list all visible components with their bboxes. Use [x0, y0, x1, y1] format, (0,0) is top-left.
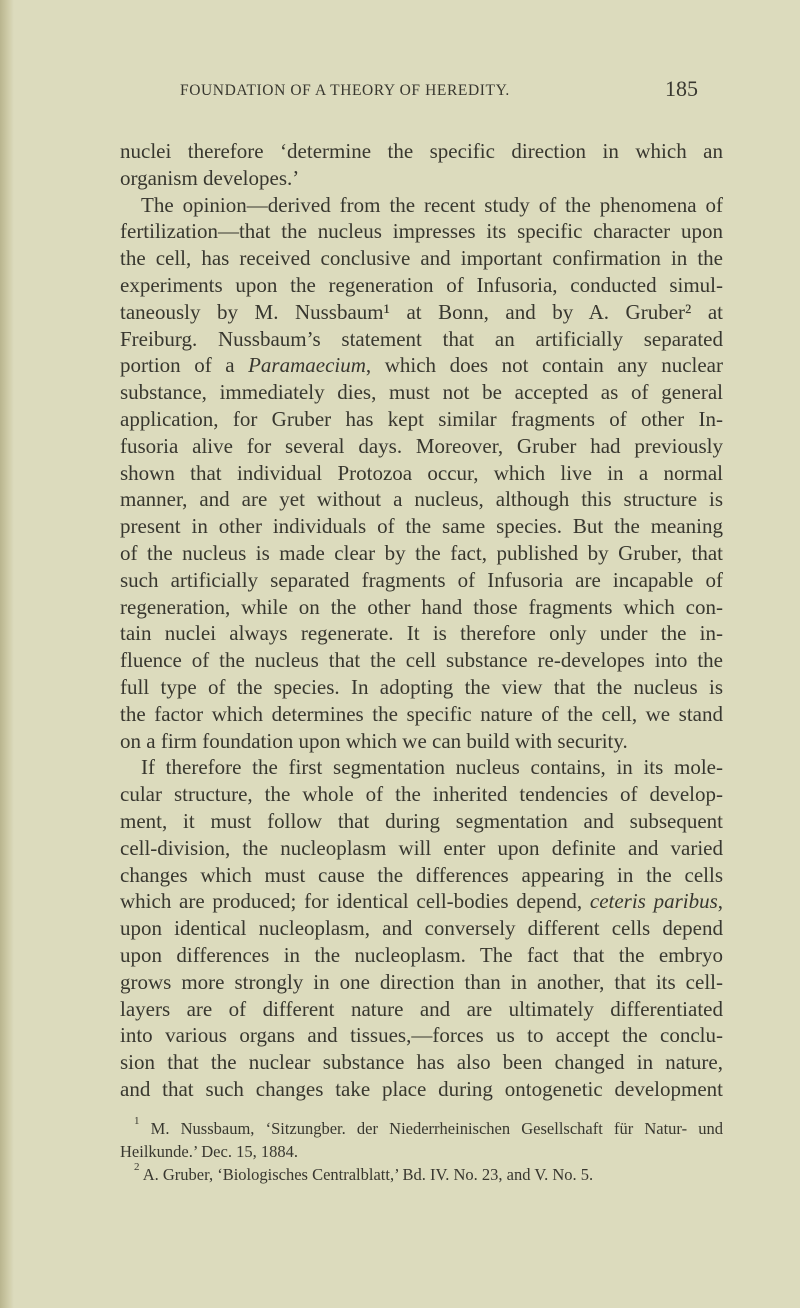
page-number: 185 — [665, 76, 698, 101]
line-text: , which does not contain any nuclear — [365, 353, 723, 378]
footnote-text: M. Nussbaum, ‘Sitzungber. der Niederrheinischen Gesellschaft für Natur- und Heilkunde.’ Dec. 15, 1884. — [120, 1119, 724, 1161]
text-line — [120, 620, 723, 647]
text-line — [120, 192, 723, 219]
line-text: manner, and are yet without a nucleus, although this structure is — [120, 487, 723, 512]
text-line — [120, 406, 723, 433]
footnote-mark: 1 — [134, 1115, 140, 1127]
text-line — [120, 1022, 723, 1049]
footnotes — [120, 1117, 723, 1186]
line-text: fusoria alive for several days. Moreover, Gruber had previously — [120, 433, 723, 458]
line-text: regeneration, while on the other hand those fragments which con- — [120, 594, 723, 619]
line-text: and that such changes take place during ontogenetic development — [120, 1076, 723, 1101]
text-line — [120, 996, 723, 1023]
body-text — [120, 138, 723, 1103]
line-text: of the nucleus is made clear by the fact, published by Gruber, that — [120, 540, 723, 565]
text-line — [120, 460, 723, 487]
line-text: nuclei therefore ‘determine the specific direction in which an — [120, 139, 723, 163]
line-text: fluence of the nucleus that the cell substance re-developes into the — [120, 648, 723, 673]
text-line — [120, 1076, 723, 1103]
line-text: experiments upon the regeneration of Infusoria, conducted simul- — [120, 272, 723, 297]
line-text: upon differences in the nucleoplasm. The fact that the embryo — [120, 942, 723, 967]
text-line — [120, 754, 723, 781]
text-line — [120, 888, 723, 915]
text-line — [120, 486, 723, 513]
text-line — [120, 942, 723, 969]
book-binding-edge — [0, 0, 14, 1308]
text-line — [120, 138, 723, 165]
text-line — [120, 594, 723, 621]
text-line — [120, 433, 723, 460]
text-line — [120, 701, 723, 728]
line-text: such artificially separated fragments of Infusoria are incapable of — [120, 567, 723, 592]
italic-term: ceteris paribus — [589, 889, 718, 914]
text-line — [120, 352, 723, 379]
italic-term: Paramaecium — [248, 353, 366, 378]
line-text: shown that individual Protozoa occur, which live in a normal — [120, 460, 723, 485]
text-line — [120, 379, 723, 406]
text-line — [120, 781, 723, 808]
text-line — [120, 540, 723, 567]
line-text: portion of a — [120, 353, 249, 378]
line-text: cular structure, the whole of the inherited tendencies of develop- — [120, 782, 723, 807]
line-text: organism developes.’ — [120, 165, 300, 190]
text-line — [120, 1049, 723, 1076]
footnote-mark: 2 — [134, 1161, 140, 1173]
line-text: The opinion—derived from the recent study of the phenomena of — [141, 192, 723, 217]
text-line — [120, 835, 723, 862]
footnote-1 — [120, 1117, 723, 1163]
line-text: ment, it must follow that during segmentation and subsequent — [120, 808, 723, 833]
line-text: application, for Gruber has kept similar fragments of other In- — [120, 406, 723, 431]
text-line — [120, 272, 723, 299]
line-text: substance, immediately dies, must not be accepted as of general — [120, 380, 723, 405]
text-line — [120, 165, 723, 192]
line-text: present in other individuals of the same species. But the meaning — [120, 514, 723, 539]
text-line — [120, 915, 723, 942]
line-text: Freiburg. Nussbaum’s statement that an artificially separated — [120, 326, 723, 351]
text-line — [120, 567, 723, 594]
text-line — [120, 969, 723, 996]
text-line — [120, 862, 723, 889]
line-text: grows more strongly in one direction than in another, that its cell- — [120, 969, 723, 994]
line-text: taneously by M. Nussbaum¹ at Bonn, and by A. Gruber² at — [120, 299, 723, 324]
running-title: FOUNDATION OF A THEORY OF HEREDITY. — [180, 82, 510, 99]
line-text: tain nuclei always regenerate. It is therefore only under the in- — [120, 621, 723, 646]
line-text: into various organs and tissues,—forces us to accept the conclu- — [120, 1023, 723, 1048]
text-line — [120, 513, 723, 540]
text-line — [120, 647, 723, 674]
line-text: , — [717, 889, 724, 914]
text-line — [120, 245, 723, 272]
line-text: cell-division, the nucleoplasm will enter upon definite and varied — [120, 835, 723, 860]
line-text: upon identical nucleoplasm, and conversely different cells depend — [120, 916, 723, 941]
text-line — [120, 674, 723, 701]
footnote-2 — [120, 1163, 723, 1186]
line-text: the cell, has received conclusive and important confirmation in the — [120, 246, 723, 271]
line-text: which are produced; for identical cell-bodies depend, — [120, 889, 590, 914]
line-text: on a firm foundation upon which we can build with security. — [120, 728, 628, 753]
text-line — [120, 326, 723, 353]
line-text: fertilization—that the nucleus impresses its specific character upon — [120, 219, 723, 244]
line-text: the factor which determines the specific nature of the cell, we stand — [120, 701, 723, 726]
line-text: changes which must cause the differences appearing in the cells — [120, 862, 723, 887]
text-line — [120, 218, 723, 245]
line-text: layers are of different nature and are ultimately differentiated — [120, 996, 723, 1021]
text-line — [120, 299, 723, 326]
text-line — [120, 808, 723, 835]
line-text: If therefore the first segmentation nucleus contains, in its mole- — [141, 755, 723, 780]
line-text: sion that the nuclear substance has also been changed in nature, — [120, 1050, 723, 1075]
footnote-text: A. Gruber, ‘Biologisches Centralblatt,’ Bd. IV. No. 23, and V. No. 5. — [142, 1165, 594, 1184]
line-text: full type of the species. In adopting the view that the nucleus is — [120, 674, 723, 699]
text-line — [120, 728, 723, 755]
